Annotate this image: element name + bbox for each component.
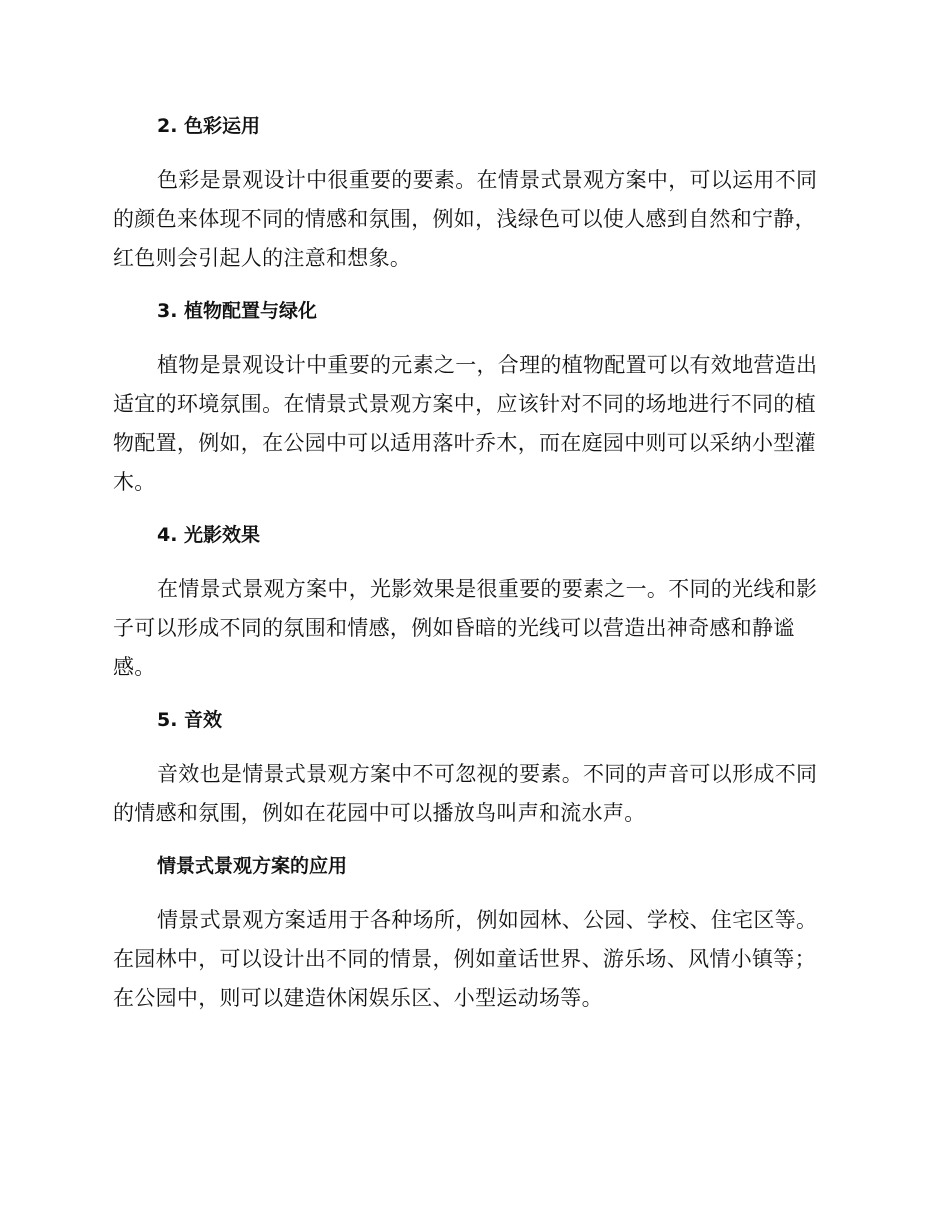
section-heading: 情景式景观方案的应用 [157, 855, 348, 877]
section-paragraph: 在情景式景观方案中，光影效果是很重要的要素之一。不同的光线和影子可以形成不同的氛围和情感，例如昏暗的光线可以营造出神奇感和静谧感。 [113, 577, 818, 679]
section-heading: 4. 光影效果 [157, 524, 261, 546]
document-body [113, 109, 835, 1018]
section-heading: 3. 植物配置与绿化 [157, 300, 318, 322]
section-application [113, 849, 835, 1018]
section-sound [113, 703, 835, 833]
section-color [113, 109, 835, 278]
section-paragraph: 植物是景观设计中重要的元素之一，合理的植物配置可以有效地营造出适宜的环境氛围。在情景式景观方案中，应该针对不同的场地进行不同的植物配置，例如，在公园中可以适用落叶乔木，而在庭园中则可以采纳小型灌木。 [113, 353, 818, 494]
section-heading: 2. 色彩运用 [157, 115, 261, 137]
section-paragraph: 音效也是情景式景观方案中不可忽视的要素。不同的声音可以形成不同的情感和氛围，例如在花园中可以播放鸟叫声和流水声。 [113, 762, 818, 825]
section-light-shadow [113, 518, 835, 687]
section-paragraph: 色彩是景观设计中很重要的要素。在情景式景观方案中，可以运用不同的颜色来体现不同的情感和氛围，例如，浅绿色可以使人感到自然和宁静，红色则会引起人的注意和想象。 [113, 168, 818, 270]
section-paragraph: 情景式景观方案适用于各种场所，例如园林、公园、学校、住宅区等。在园林中，可以设计出不同的情景，例如童话世界、游乐场、风情小镇等；在公园中，则可以建造休闲娱乐区、小型运动场等。 [113, 908, 818, 1010]
section-plants [113, 294, 835, 502]
section-heading: 5. 音效 [157, 709, 223, 731]
